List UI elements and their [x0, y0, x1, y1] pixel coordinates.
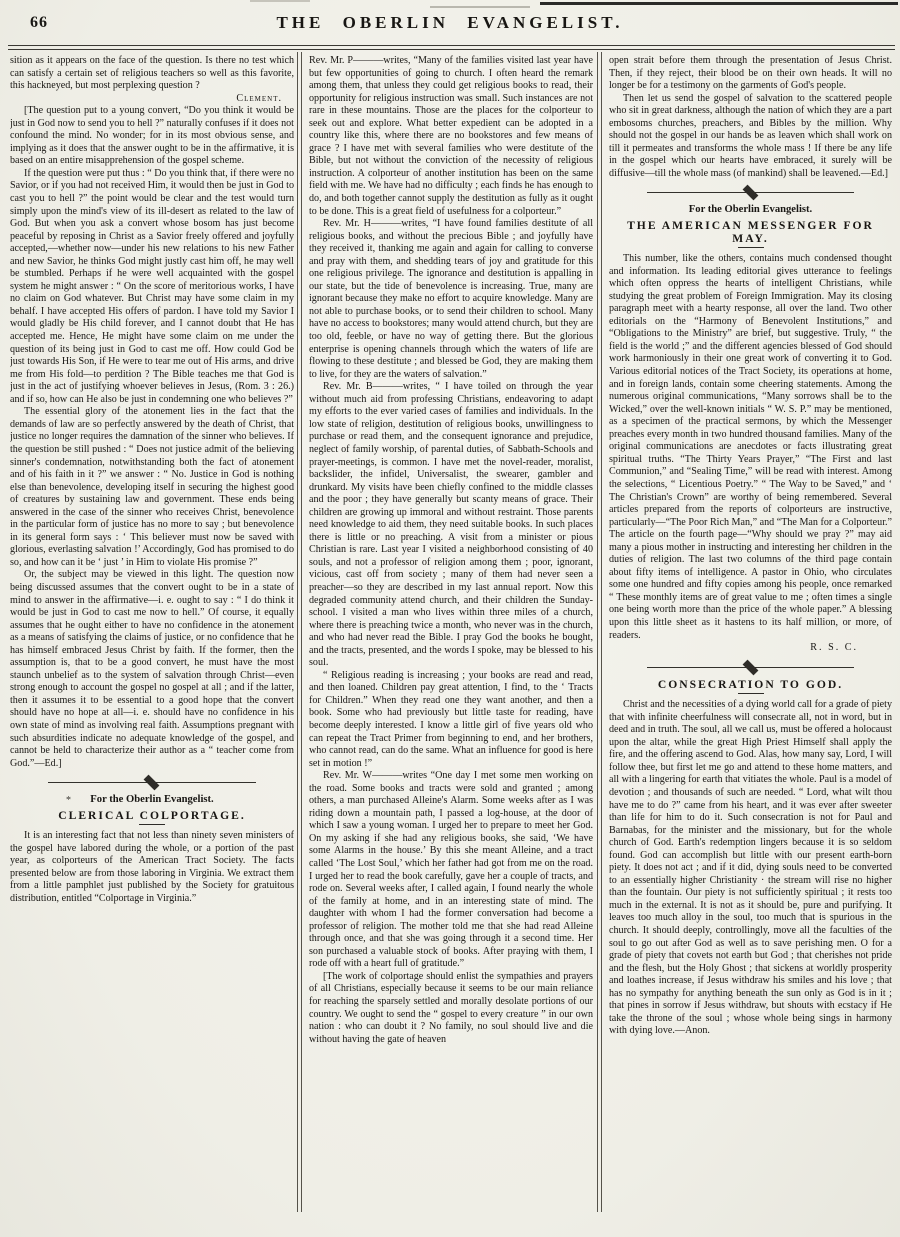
attribution-line: [10, 794, 294, 807]
column-3: [609, 55, 892, 1230]
editor-note-paragraph: Or, the subject may be viewed in this light. The question now being discussed assumes that the convert ought to be in a state of mind to answer in the affirmative—i. e. ought to say : “ I do think it would be just in God to cast me now to hell.” Of course, it equally assumes that he ought either to have no confidence in the atonement as a means of satisfying the claims of justice, or no confidence that he has himself embraced Jesus Christ by faith. If the former, then the assumption is, that to be a good convert, he must have the most staunch unbelief as to the system of salvation through Christ—even strong enough to account the gospel no gospel at all ; and if the latter, then it assumes it to be essential to a good hope that the convert should have no hope at all—i. e. should have no confidence in his own state of mind as involving real faith. Assumptions pregnant with such absurdities indicate no adequate knowledge of the gospel, and cannot be held to characterize their author as a “ teacher come from God.”—Ed.]: [10, 569, 294, 769]
title-rule: [738, 693, 764, 694]
editor-note-paragraph: [The work of colportage should enlist the sympathies and prayers of all Christians, especially because it seems to be our main reliance for reaching the sparsely settled and morally desolate portions of our country. We ought to send the “ gospel to every creature ” in our own nation : who can doubt it ? No family, no soul should live and die without having the gate of heaven: [309, 970, 593, 1045]
ornament-asterisk-icon: *: [66, 795, 71, 807]
article-paragraph: This number, like the others, contains much condensed thought and information. Its leading editorial gives utterance to feelings which often oppress the hearts of intelligent Christians, while studying the great problem of Foreign Immigration. May its closing paragraph meet with a hearty response, all over the land. Two other editorials on the “Harmony of Benevolent Institutions,” and “Obligations to the Ministry” are brief, but suggestive. Truly, “ the field is the world ;” and the different agencies blessed of God should work harmoniously in their one great work of converting it to God. Various editorial notices of the Tract Society, its operations at home, and in foreign lands, contain some cheering statements. Among the numerous original communications, “Many sorrows shall be to the Wicked,” over the well-known initials “ W. S. P.” may be mentioned, as a specimen of the practical sermons, by which the Messenger preaches every month in two hundred thousand families. Many of the original communications are anecdotes or facts illustrating great spiritual truths. “The Thirty Years Prayer,” “The First and last Communion,” and “Sealing Time,” will be read with interest. Among the selections, “ Licentious Poetry.” “ The Way to be Saved,” and ‘ The Christian's Crown” are worthy of being remembered. Several articles prepared from the reports of colporteurs are instructive, particularly—“The Poor Rich Man,” and “The Man for a Colporteur.” The article on the fourth page—“Why should we pray ?” may aid many a pious mother in instructing and interesting her children in the duties of religion. The last two columns of the third page contain about fifty items of intelligence. A pastor in Ohio, who circulates some one hundred and fifty copies among his people, once remarked “ These monthly items are of great value to me ; often times a single one being worth more than the price of the whole paper.” A blessing upon this little sheet as it hastens to its half million, or more, of readers.: [609, 253, 892, 641]
author-signature: R. S. C.: [810, 642, 858, 654]
scan-smudge: [250, 0, 310, 2]
letter-paragraph: Rev. Mr. W———writes “One day I met some men working on the road. Some books and tracts were sold and granted ; among others, a man purchased Alleine's Alarm. Some weeks after as I was riding down a mountain path, I passed a log-house, at the door of which I saw a young woman. I urged her to prepare to meet her God. On my asking if she had any religious books, she said, ‘We have some Alarms in the house.’ By this she meant Alleine, and a tract called ‘The Lost Soul,’ which her father had got from me on the road. I urged her to read the book carefully, gave her a couple of tracts, and rode on. Several weeks after, I called again, I found nearly the whole of the family at home, and in an interesting state of mind. The daughter with whom I had the former conversation had become a professor of religion. The mother told me that she had read Alleine through once, and that she was going through it a second time. Her son purchased a valuable stock of books. After praying with them, I rode off with a heart full of gratitude.”: [309, 770, 593, 970]
header-rule: [8, 45, 895, 50]
editor-note-paragraph: Then let us send the gospel of salvation to the scattered people who sit in great darkness, although the nation of which they are a part embosoms churches, preachers, and Bibles by the million. Why should not the gospel in our hands be as leaven which shall work on till it permeates and transforms the whole mass ! If there be any life in the gospel which our hearts have embraced, it surely will be diffusive—till the whole mass (of mankind) shall be leavened.—Ed.]: [609, 92, 892, 179]
scan-edge-artifact: [540, 2, 898, 5]
divider-diamond-icon: [144, 775, 160, 791]
editor-note-paragraph: If the question were put thus : “ Do you think that, if there were no Savior, or if you had not received Him, it would then be just in God to cast you to hell ?” the point would be clear and the test would turn simply upon the mind's view of its ill-desert as related to the law of God. But when you ask a convert whose bosom has just become peaceful by reposing in Christ as a Savior freely offered and joyfully accepted,—whether now—under his new relations to his new Father and new Savior, he thinks God might justly cast him off, he may well be stumbled. Perhaps if he were well acquainted with the gospel system he might answer : “ On the score of meritorious works, I have no claim on God whatever. But Christ may have some claim in my behalf. I have accepted His offers of pardon. I have told my Savior I would gladly be His child forever, and I cannot doubt that He has accepted me. Hence, He might have some claim on me under the question of its being just in God to cast me off. How could God be just towards His Son, if He were to tear me out of His arms, and drive me from His fold—to perdition ? The Bible teaches me that God is just in the act of justifying whoever believes in Jesus, (Rom. 3 : 26.) and if so, how can He also be just in condemning one who believes ?”: [10, 167, 294, 405]
masthead-title: THE OBERLIN EVANGELIST.: [276, 13, 624, 32]
column-2: [309, 55, 593, 1230]
article-continuation-text: sition as it appears on the face of the question. Is there no test which can satisfy a certain set of religious teachers so well as this favorite, this hackneyed, but most perplexing question ?: [10, 55, 294, 92]
article-paragraph: Christ and the necessities of a dying world call for a grade of piety that with infinite cheerfulness will consecrate all, not in word, but in deed and in truth. The soul, all we call us, must be offered a holocaust upon the altar, while the great High Priest Himself shall apply the fire, and the offering ascend to God. Alas, how many say, Lord, I will follow thee, but first let me go and attend to these home matters, and all with a lingering for earth that vitiates the whole. Paul is a model of devotion ; and thousands of such are needed. “ Lord, what wilt thou have me to do ?” came from his heart, and it was ever after sweeter than life for him to do it. Such consecration is not for Paul and Barnabas, for the minister and the missionary, but for the whole church of God. Earth's redemption lingers because it is so seldom found. God can accomplish but little with our present earth-born piety. It does not act ; and if it did, dying souls need to be converted to an essentially higher Christianity · the stream will rise no higher than the fountain. Our piety is not sufficiently spiritual ; it rests too much in the external. It is not as it should be, pure and purifying. It leaves too much alloy in the soul, too much that is spurious in the church. It should deeply, controllingly, move all the faculties of the soul to go out after God as well as to save perishing men. O for a grade of piety that covets not earth but God ; that cherishes not pride and the flesh, but the Holy Ghost ; that sickens at worldly prosperity and loathes increase, if Jesus withdraw his smiles and his love ; that has no sympathy for anything beneath the sun only as God is in it ; that pines in sorrow if Jesus withdraw, but shouts with ecstacy if He take the throne of the soul ; whose whole being sings in harmony with dying love.—Anon.: [609, 699, 892, 1037]
scan-smudge: [430, 6, 530, 8]
divider-diamond-icon: [742, 659, 758, 675]
column-separator: [597, 52, 602, 1212]
letter-paragraph: “ Religious reading is increasing ; your books are read and read, and then loaned. Children pay great attention, I find, to the ‘ Tracts for Children.” When they read one they want another, and then a book. Some who had previously but little taste for reading, have become deeply interested. I know a little girl of five years old who can repeat the Tract Primer from beginning to end, and her brothers, who cannot read, can do the same. What an influence for good is here set in motion !”: [309, 669, 593, 769]
divider-diamond-icon: [742, 185, 758, 201]
editor-note-paragraph: The essential glory of the atonement lies in the fact that the demands of law are so perfectly answered by the death of Christ, that justice no longer requires the damnation of the sinner who believes. If the question be still pushed : “ Does not justice admit of the believing sinner's condemnation, notwithstanding both the fact of atonement and of his faith in it ?” we answer : “ No. Justice in God is nothing else than benevolence, developing itself in securing the highest good of creatures by sustaining law and government. These ends being answered in the case of the sinner who receives Christ, benevolence in the particular form of justice has no more to say ; but benevolence in its general form says : ‘ This believer must now be saved with glorious, everlasting salvation !’ Accordingly, God has promised to do so, and how can it be ‘ just ’ in Him to violate His promise ?”: [10, 406, 294, 568]
title-rule: [738, 247, 764, 248]
letter-paragraph: Rev. Mr. H———writes, “I have found families destitute of all religious books, and without the precious Bible ; and joyfully have they received it, thanking me again and again for calling to converse and pray with them, and shedding tears of joy and gratitude for this one religious privilege. The ignorance and destitution is appalling in our state, but the tide of benevolence is increasing. True, many are ignorant because they make no effort to acquire knowledge. Many are not able to purchase books, or to send their children to school. Many have no access to bookstores; many would attend church, but they are too old, feeble, or have no way of getting there. But the glorious enterprise is opening channels through which the waters of life are flowing to these destitute ; and blessed be God, they are making them to live, for they are the waters of salvation.”: [309, 218, 593, 380]
section-divider: [647, 188, 854, 197]
section-divider: [48, 778, 256, 787]
editor-note-paragraph: [The question put to a young convert, “Do you think it would be just in God now to send you to hell ?” naturally confuses if it does not confound the mind. No wonder; for in its most obvious sense, and implying as it does that the answer ought to be in the affirmative, it is based on an entire misapprehension of the gospel scheme.: [10, 105, 294, 167]
author-signature: Clement.: [236, 92, 282, 104]
attribution-line: [609, 204, 892, 217]
letter-paragraph: Rev. Mr. P———writes, “Many of the families visited last year have but few opportunities of going to church. I often heard the remark among them, that unless they could get religious books to read, their opportunity for religious instruction was small. Such instances are not rare in these mountains. Those are the places for the colporteur to seek out and explore. What better expedient can be adopted in a country like this, where there are no bookstores and few means of grace ? I have met with several families who were destitute of the Bible, but not without the conviction of the necessity of religious instruction. A colporteur of another institution has been on the same field with me. We have had no difficulty ; each finds he has enough to do, and both together cannot supply the destitution as fully as it ought to be done. This is a great field of usefulness for a colporteur.”: [309, 55, 593, 217]
letter-paragraph: Rev. Mr. B———writes, “ I have toiled on through the year without much aid from professing Christians, endeavoring to adapt my efforts to the ever varied cases of families and individuals. In the low state of religion, destitution of religious books, unwillingness to purchase or read them, and the consequent ignorance and prejudice, neglect of family worship, of parental duties, of Sabbath-Schools and prayer-meetings, is common. I have met the novel-reader, moralist, backslider, the infidel, Universalist, the swearer, gambler and drunkard. My visits have been chiefly confined to the middle classes and the poor ; they have generally but scanty means of grace. Their children are growing up immoral and without restraint. Those parents need knowledge to aid them, they need suitable books. In such places there is little or no preaching. A visit from a minister or pious Christian is rare. Last year I visited a neighborhood consisting of 40 souls, and not a professor of religion among them ; poor, ignorant, vicious, cast off from society ; many of them had never seen a preacher—so they are described in my last annual report. Now this degraded community attend church, and their children the Sunday-school. I visited a man who lives within three miles of a church, where there is preaching twice a month, who never was in the church, and who had never read the Bible. I pray God the books he bought, and the tracts, presented, and the words I spoke, may be blessed to his soul.: [309, 381, 593, 669]
article-paragraph: It is an interesting fact that not less than ninety seven ministers of the gospel have labored during the whole, or a portion of the past year, as colporteurs of the American Tract Society. The facts presented below are from those laboring in Virginia. We extract them from a little pamphlet just published by the Society for gratuitous distribution, entitled “Colportage in Virginia.”: [10, 830, 294, 904]
article-title: CLERICAL COLPORTAGE.: [58, 808, 246, 822]
attribution-text: For the Oberlin Evangelist.: [688, 204, 813, 216]
editor-note-continuation: open strait before them through the presentation of Jesus Christ. Then, if they reject, their blood be on their own heads. It will no longer be for a testimony on the garments of God's people.: [609, 55, 892, 92]
article-title: CONSECRATION TO GOD.: [657, 677, 844, 691]
column-separator: [297, 52, 302, 1212]
section-divider: [647, 663, 854, 672]
column-1: [10, 55, 294, 1230]
attribution-text: For the Oberlin Evangelist.: [90, 794, 214, 806]
article-title: THE AMERICAN MESSENGER FOR MAY.: [627, 219, 874, 245]
page-number: 66: [30, 14, 48, 31]
title-rule: [139, 824, 165, 825]
